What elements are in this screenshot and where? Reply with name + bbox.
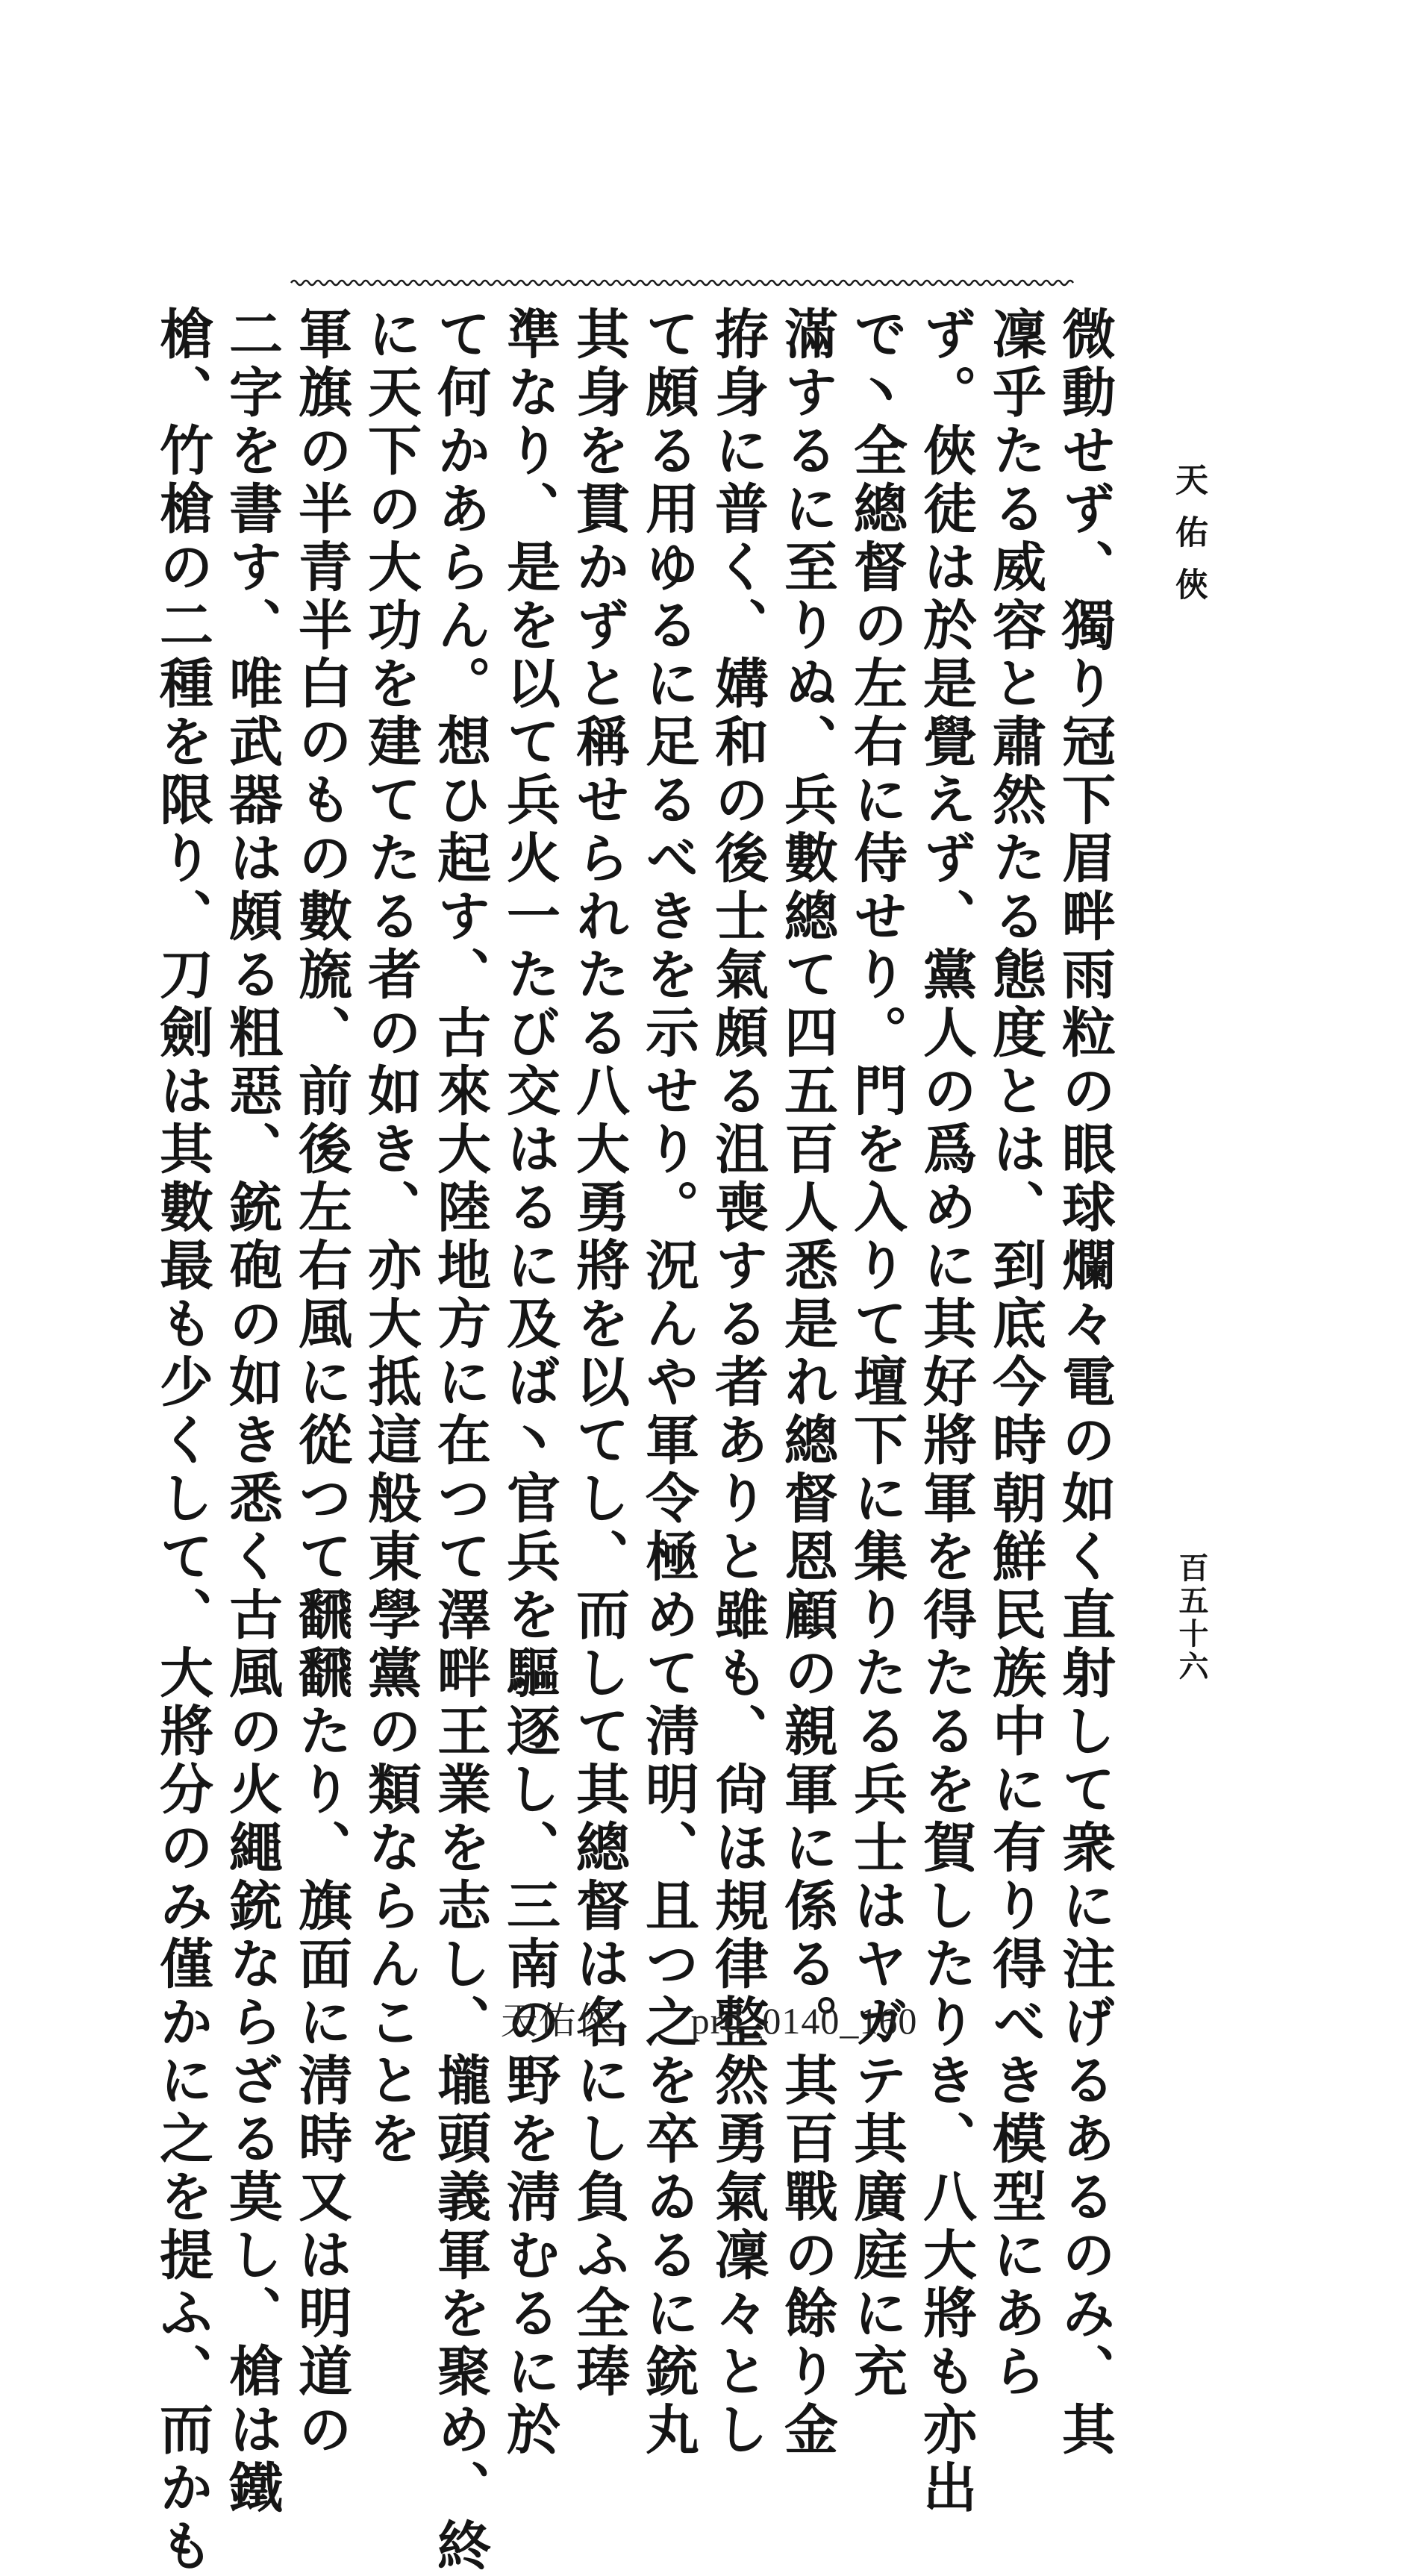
text-line: 拵身に普く、媾和の後士氣頗る沮喪する者ありと雖も、尙ほ規律整然勇氣凜々とし [706, 306, 769, 2460]
text-line: 槍、竹槍の二種を限り、刀劍は其數最も少くして、大將分のみ僅かに之を提ふ、而かも [151, 306, 214, 2576]
text-line: 軍旗の半青半白のもの數旒、前後左右風に從つて飜飜たり、旗面に淸時又は明道の [290, 306, 353, 2460]
text-line: 微動せず、獨り冠下眉畔雨粒の眼球爛々電の如く直射して衆に注げるあるのみ、其 [1053, 306, 1116, 2460]
text-line: 其身を貫かずと稱せられたる八大勇將を以てし、而して其總督は名にし負ふ全琫 [567, 306, 631, 2401]
text-line: ず。俠徒は於是覺えず、黨人の爲めに其好將軍を得たるを賀したりき、八大將も亦出 [914, 306, 978, 2518]
text-line: 二字を書す、唯武器は頗る粗惡、銃砲の如き悉く古風の火繩銃ならざる莫し、槍は鐵 [220, 306, 284, 2518]
text-line: 凜乎たる威容と肅然たる態度とは、到底今時朝鮮民族中に有り得べき模型にあら [984, 306, 1047, 2401]
text-line: 準なり、是を以て兵火一たび交はるに及ば丶官兵を驅逐し、三南の野を淸むるに於 [498, 306, 561, 2460]
text-line: て何かあらん。想ひ起す、古來大陸地方に在つて澤畔王業を志し、壠頭義軍を聚め、終 [428, 306, 492, 2576]
text-line: に天下の大功を建てたる者の如き、亦大抵這般東學黨の類ならんことを [359, 306, 422, 2169]
ornamental-rule [291, 278, 1075, 288]
text-line: て頗る用ゆるに足るべきを示せり。況んや軍令極めて淸明、且つ之を卒ゐるに銃丸 [637, 306, 700, 2460]
footer-caption: 天佑俠 prd_0140_160 [500, 2000, 918, 2042]
page-number: 百五十六 [1174, 1552, 1209, 1684]
text-line: 滿するに至りぬ、兵數總て四五百人悉是れ總督恩顧の親軍に係る。其百戰の餘り金 [775, 306, 839, 2460]
text-line: で丶全總督の左右に侍せり。門を入りて壇下に集りたる兵士はヤガテ其廣庭に充 [845, 306, 908, 2401]
running-head: 天佑俠 [1169, 463, 1208, 619]
